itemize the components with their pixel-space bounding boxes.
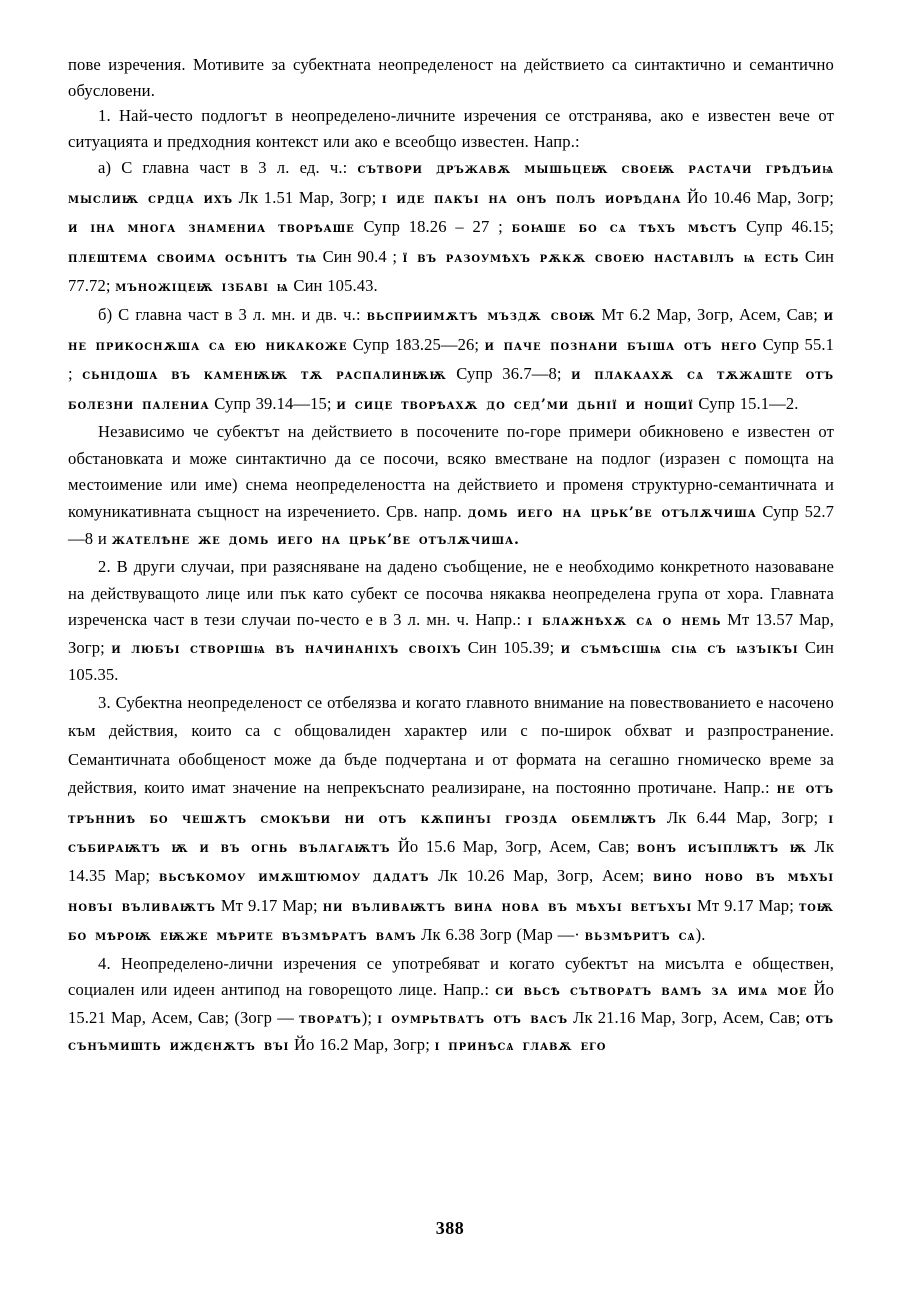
paragraph	[68, 52, 834, 103]
page-number: 388	[435, 1218, 465, 1238]
source-reference: Супр 52.7—8	[68, 501, 835, 549]
ocs-citation: си вьсѣ сътворѧтъ вамъ за имѧ мое	[495, 983, 808, 1000]
paragraph	[68, 554, 834, 689]
source-reference: Син 105.39;	[461, 637, 561, 657]
body-text: Независимо че субектът на действието в посочените по-горе примери обикновено е известен от обстановката и може синтактично да се посочи, всяко вместване на подлог (изразен с помощта на местоимение или име) снема неопределеността на действието и променя структурно-семантичната и комуникативната същност на изречението. Срв. напр.	[68, 422, 834, 521]
ocs-citation: творѧтъ	[299, 1010, 362, 1027]
paragraph	[68, 154, 834, 301]
ocs-citation: вьсприимѫтъ мъздѫ своѭ	[366, 308, 596, 325]
ocs-citation: и любъі створішѩ въ начинаніхъ своіхъ	[111, 640, 462, 657]
ocs-citation: сътвори дръжавѫ мышьцеѭ своеѭ растачи грѣдъиѩ мыслиѭ срдца ихъ	[68, 161, 834, 207]
source-reference: ).	[695, 925, 706, 945]
paragraph	[68, 103, 834, 154]
ocs-citation: боꙗше бо сѧ тѣхъ мѣстъ	[511, 220, 738, 237]
ocs-citation: и съмѣсішѩ сіѩ съ ѩзъікъі	[560, 640, 799, 657]
ocs-citation: вино ново въ мѣхъі новъі въливаѭтъ	[68, 869, 834, 915]
source-reference: Супр 39.14—15;	[209, 393, 337, 413]
source-reference: Мт 13.57 Мар, Зогр;	[68, 610, 834, 657]
ocs-citation: і блажнѣхѫ сѧ о немь	[527, 613, 722, 630]
source-reference: Супр 18.26 – 27 ;	[354, 217, 512, 237]
ocs-citation: вьзмѣритъ сѧ	[584, 928, 696, 945]
source-reference: Син 90.4 ;	[317, 246, 403, 266]
ocs-citation: жателѣне же домь иего на црьк’ве отълѫчиша.	[111, 532, 520, 549]
ocs-citation: мъножіцеѭ ізбаві ѩ	[115, 279, 289, 295]
paragraph	[68, 301, 834, 419]
ocs-citation: ї въ разоумѣхъ рѫкѫ своею наставілъ ѩ есть	[402, 249, 800, 266]
body-text: а) С главна част в 3 л. ед. ч.:	[98, 158, 358, 178]
body-text: 2. В други случаи, при разясняване на дадено съобщение, не е необходимо конкретното назоваване на действуващото лице или пък като субект се посочва някаква неопределена група от хора. Главната изреченска част в тези случаи по-често е в 3 л. мн. ч. Напр.:	[68, 557, 834, 630]
body-text: 1. Най-често подлогът в неопределено-личните изречения се отстранява, ако е известен вече от ситуацията и предходния контекст или ако е всеобщо известен. Напр.:	[68, 106, 834, 151]
ocs-citation: отъ сънъмишть иждєнѫтъ въі	[68, 1010, 834, 1055]
ocs-citation: вонъ исъіплѭтъ ѭ	[637, 840, 807, 856]
source-reference: Син 77.72;	[68, 246, 834, 295]
source-reference: Лк 6.38 Зогр (Мар —·	[416, 925, 585, 945]
source-reference: Йо 16.2 Мар, Зогр;	[289, 1035, 435, 1055]
source-reference: Супр 55.1 ;	[68, 334, 834, 384]
source-reference: Лк 1.51 Мар, Зогр;	[233, 187, 382, 207]
ocs-citation: и сице творѣахѫ до сед’ми дьнії и нощиї	[336, 396, 694, 413]
ocs-citation: і иде пакъі на онъ полъ иорѣдана	[381, 190, 682, 207]
ocs-citation: плештема своима осѣнітъ тѩ	[68, 249, 318, 266]
body-text: пове изречения. Мотивите за субектната неопределеност на действието са синтактично и семантично обусловени.	[68, 55, 834, 100]
body-text: и	[97, 529, 112, 549]
source-reference: Мт 9.17 Мар;	[692, 895, 799, 915]
source-reference: Супр 36.7—8;	[446, 364, 572, 384]
source-reference: Мт 6.2 Мар, Зогр, Асем, Сав;	[595, 305, 824, 325]
source-reference: Супр 15.1—2.	[693, 393, 799, 413]
ocs-citation: і оумрьтватъ отъ васъ	[377, 1010, 568, 1027]
body-text: 4. Неопределено-лични изречения се употребяват и когато субектът на мисълта е обществен, социален или идеен антипод на говорещото лице. Напр.:	[68, 953, 834, 1000]
ocs-citation: сьнідоша въ каменѭѭ тѫ распалинѭѭ	[82, 367, 447, 384]
ocs-citation: вьсѣкомоу имѫштюмоу дадатъ	[158, 869, 430, 886]
ocs-citation: и плакаахѫ сѧ тѫжаште отъ болезни палениа	[68, 367, 835, 413]
paragraph	[68, 689, 834, 951]
ocs-citation: домь иего на црьк’ве отълѫчиша	[467, 504, 757, 521]
source-reference: Лк 21.16 Мар, Зогр, Асем, Сав;	[567, 1007, 806, 1027]
ocs-citation: не отъ трънниѣ бо чешѫтъ смокъви ни отъ кѫпинъі грозда обемлѭтъ	[68, 781, 834, 827]
source-reference: Йо 15.6 Мар, Зогр, Асем, Сав;	[390, 837, 638, 856]
paragraph	[68, 951, 834, 1060]
ocs-citation: и іна многа знамениа творѣаше	[68, 220, 355, 237]
source-reference: Лк 6.44 Мар, Зогр;	[656, 807, 829, 827]
source-reference: Йо 15.21 Мар, Асем, Сав; (Зогр —	[68, 980, 834, 1027]
ocs-citation: ни въливаѭтъ вина нова въ мѣхъі ветъхъі	[322, 898, 693, 915]
ocs-citation: и не прикоснѫша сѧ ею никакоже	[68, 308, 834, 354]
page-text-block	[68, 52, 834, 1060]
source-reference: Йо 10.46 Мар, Зогр;	[681, 187, 834, 207]
body-text: б) С главна част в 3 л. мн. и дв. ч.:	[98, 305, 367, 325]
body-text: 3. Субектна неопределеност се отбелязва и когато главното внимание на повествованието е насочено към действия, които са с общовалиден характер или с по-широк обхват и разпространение. Семантичната обобщеност може да бъде подчертана и от формата на сегашно гномическо време за действия, които имат значение на непрекъснато реализиране, на постоянно протичане. Напр.:	[68, 692, 834, 798]
paragraph	[68, 419, 834, 554]
source-reference: Лк 14.35 Мар;	[68, 837, 834, 886]
ocs-citation: и паче познани бъіша отъ него	[484, 337, 758, 354]
source-reference: Супр 46.15;	[737, 217, 834, 237]
ocs-citation: і събираѭтъ ѭ и въ огнь вълагаѭтъ	[68, 810, 834, 856]
ocs-citation: тоѭ бо мѣроѭ еѭже мѣрите възмѣратъ вамъ	[68, 898, 834, 945]
ocs-citation: і принѣсѧ главѫ его	[434, 1038, 607, 1055]
source-reference: Син 105.35.	[68, 637, 834, 685]
source-reference: Супр 183.25—26;	[347, 334, 485, 354]
source-reference: Мт 9.17 Мар;	[215, 895, 323, 915]
source-reference: );	[361, 1007, 378, 1027]
source-reference: Син 105.43.	[288, 276, 378, 295]
source-reference: Лк 10.26 Мар, Зогр, Асем;	[429, 866, 653, 886]
